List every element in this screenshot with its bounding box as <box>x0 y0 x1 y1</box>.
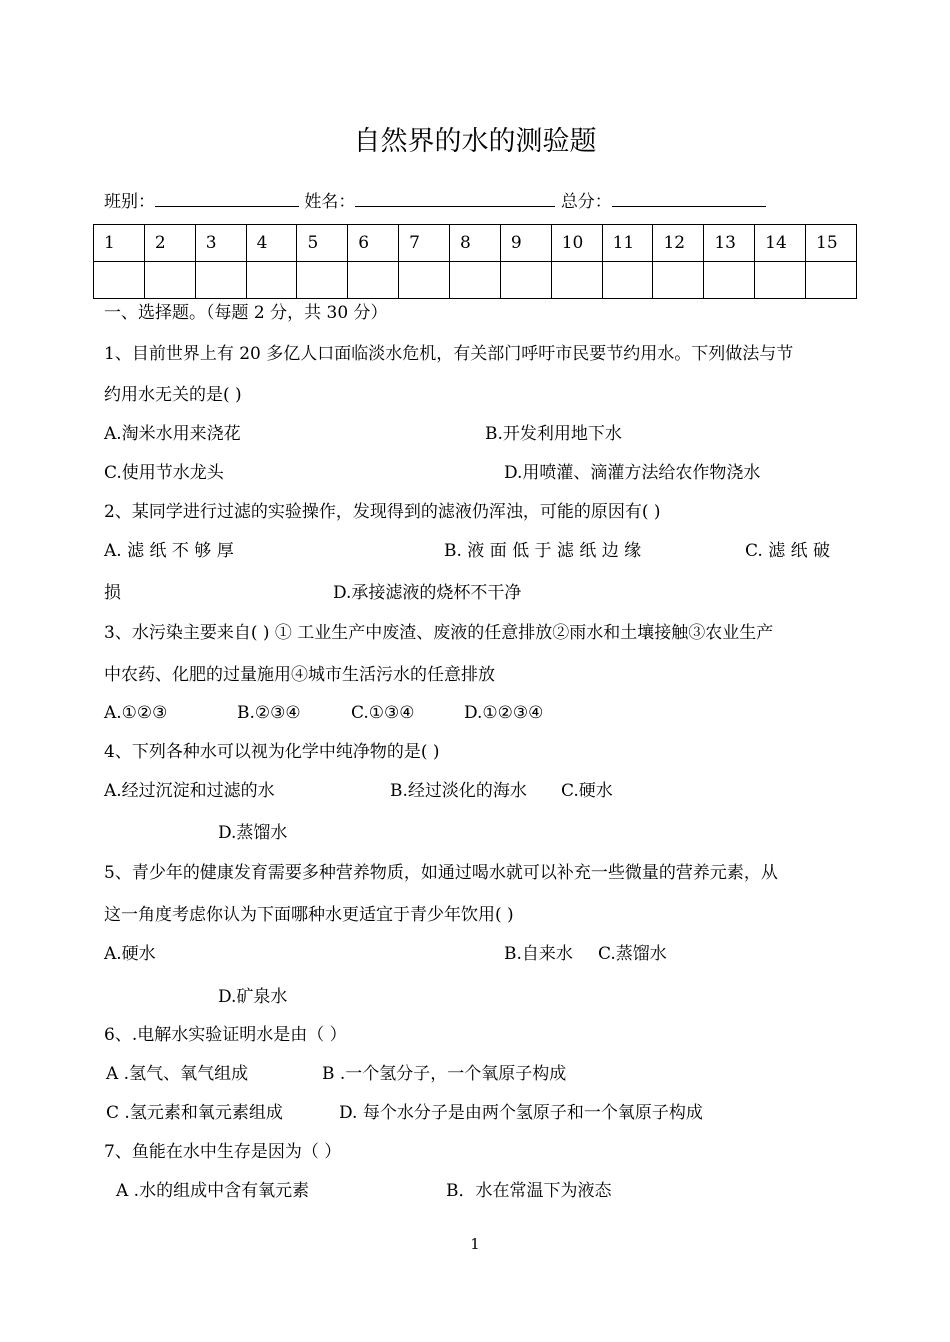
answer-cell[interactable] <box>806 262 857 299</box>
name-blank <box>355 188 555 207</box>
answer-cell[interactable] <box>94 262 145 299</box>
answer-cell[interactable] <box>500 262 551 299</box>
q3-option-c: C.①③④ <box>351 703 415 723</box>
answer-cell[interactable] <box>450 262 501 299</box>
q7-option-a: A .水的组成中含有氧元素 <box>116 1181 310 1201</box>
q4-option-c: C.硬水 <box>561 781 613 801</box>
q6-option-b: B .一个氢分子，一个氧原子构成 <box>322 1064 567 1084</box>
answer-cell[interactable] <box>348 262 399 299</box>
answer-number-row <box>94 225 857 262</box>
q3-option-a: A.①②③ <box>104 703 168 723</box>
answer-number: 7 <box>399 225 450 262</box>
answer-cell[interactable] <box>144 262 195 299</box>
answer-cell[interactable] <box>551 262 602 299</box>
question-7-text: 7、鱼能在水中生存是因为（ ） <box>104 1142 342 1162</box>
answer-number: 3 <box>195 225 246 262</box>
class-label: 班别： <box>104 192 155 212</box>
answer-cell[interactable] <box>297 262 348 299</box>
answer-number: 8 <box>450 225 501 262</box>
q6-option-a: A .氢气、氧气组成 <box>106 1064 249 1084</box>
q2-option-a: A. 滤 纸 不 够 厚 <box>104 541 234 561</box>
answer-number: 6 <box>348 225 399 262</box>
name-label: 姓名： <box>304 192 356 212</box>
q2-option-c-cont: 损 <box>104 583 121 603</box>
question-1-text: 1、目前世界上有 20 多亿人口面临淡水危机，有关部门呼吁市民要节约用水。下列做法与节 <box>104 344 794 364</box>
question-5-text: 5、青少年的健康发育需要多种营养物质，如通过喝水就可以补充一些微量的营养元素，从 <box>104 863 778 883</box>
question-4-text: 4、下列各种水可以视为化学中纯净物的是( ) <box>104 742 440 762</box>
question-5-text-cont: 这一角度考虑你认为下面哪种水更适宜于青少年饮用( ) <box>104 905 514 925</box>
answer-blank-row <box>94 262 857 299</box>
answer-cell[interactable] <box>195 262 246 299</box>
q2-option-b: B. 液 面 低 于 滤 纸 边 缘 <box>444 541 642 561</box>
q1-option-b: B.开发利用地下水 <box>485 424 622 444</box>
answer-number: 10 <box>551 225 602 262</box>
class-blank <box>155 188 299 207</box>
answer-number: 13 <box>704 225 755 262</box>
q5-option-a: A.硬水 <box>104 944 156 964</box>
q5-option-b: B.自来水 <box>504 944 573 964</box>
answer-number: 5 <box>297 225 348 262</box>
answer-number: 12 <box>653 225 704 262</box>
answer-number: 11 <box>602 225 653 262</box>
score-label: 总分： <box>560 192 612 212</box>
q2-option-c: C. 滤 纸 破 <box>745 541 831 561</box>
answer-cell[interactable] <box>755 262 806 299</box>
q6-option-d: D. 每个水分子是由两个氢原子和一个氧原子构成 <box>339 1103 703 1123</box>
q4-option-b: B.经过淡化的海水 <box>390 781 527 801</box>
answer-cell[interactable] <box>653 262 704 299</box>
q1-option-d: D.用喷灌、滴灌方法给农作物浇水 <box>504 463 761 483</box>
page-title: 自然界的水的测验题 <box>353 126 597 157</box>
answer-number: 9 <box>500 225 551 262</box>
q1-option-c: C.使用节水龙头 <box>104 463 224 483</box>
answer-number: 1 <box>94 225 145 262</box>
q5-option-c: C.蒸馏水 <box>598 944 667 964</box>
page-number: 1 <box>470 1235 480 1253</box>
answer-cell[interactable] <box>704 262 755 299</box>
question-6-text: 6、.电解水实验证明水是由（ ） <box>104 1025 347 1045</box>
answer-number: 4 <box>246 225 297 262</box>
answer-number: 14 <box>755 225 806 262</box>
section-heading: 一、选择题。（每题 2 分，共 30 分） <box>104 303 388 323</box>
question-1-text-cont: 约用水无关的是( ) <box>104 385 242 405</box>
q1-option-a: A.淘米水用来浇花 <box>104 424 241 444</box>
answer-number: 2 <box>144 225 195 262</box>
q2-option-d: D.承接滤液的烧杯不干净 <box>333 583 522 603</box>
student-info-line <box>104 188 766 214</box>
answer-cell[interactable] <box>246 262 297 299</box>
q3-option-d: D.①②③④ <box>464 703 544 723</box>
answer-number: 15 <box>806 225 857 262</box>
answer-table <box>93 224 857 299</box>
question-3-text: 3、水污染主要来自( ) ① 工业生产中废渣、废液的任意排放②雨水和土壤接触③农业生产 <box>104 623 774 643</box>
q6-option-c: C .氢元素和氧元素组成 <box>106 1103 283 1123</box>
answer-cell[interactable] <box>602 262 653 299</box>
q3-option-b: B.②③④ <box>237 703 301 723</box>
question-3-text-cont: 中农药、化肥的过量施用④城市生活污水的任意排放 <box>104 665 495 685</box>
q7-option-b: B．水在常温下为液态 <box>446 1181 612 1201</box>
question-2-text: 2、某同学进行过滤的实验操作，发现得到的滤液仍浑浊，可能的原因有( ) <box>104 502 661 522</box>
answer-cell[interactable] <box>399 262 450 299</box>
q4-option-a: A.经过沉淀和过滤的水 <box>104 781 275 801</box>
q4-option-d: D.蒸馏水 <box>218 823 288 843</box>
score-blank <box>612 188 766 207</box>
q5-option-d: D.矿泉水 <box>218 987 288 1007</box>
